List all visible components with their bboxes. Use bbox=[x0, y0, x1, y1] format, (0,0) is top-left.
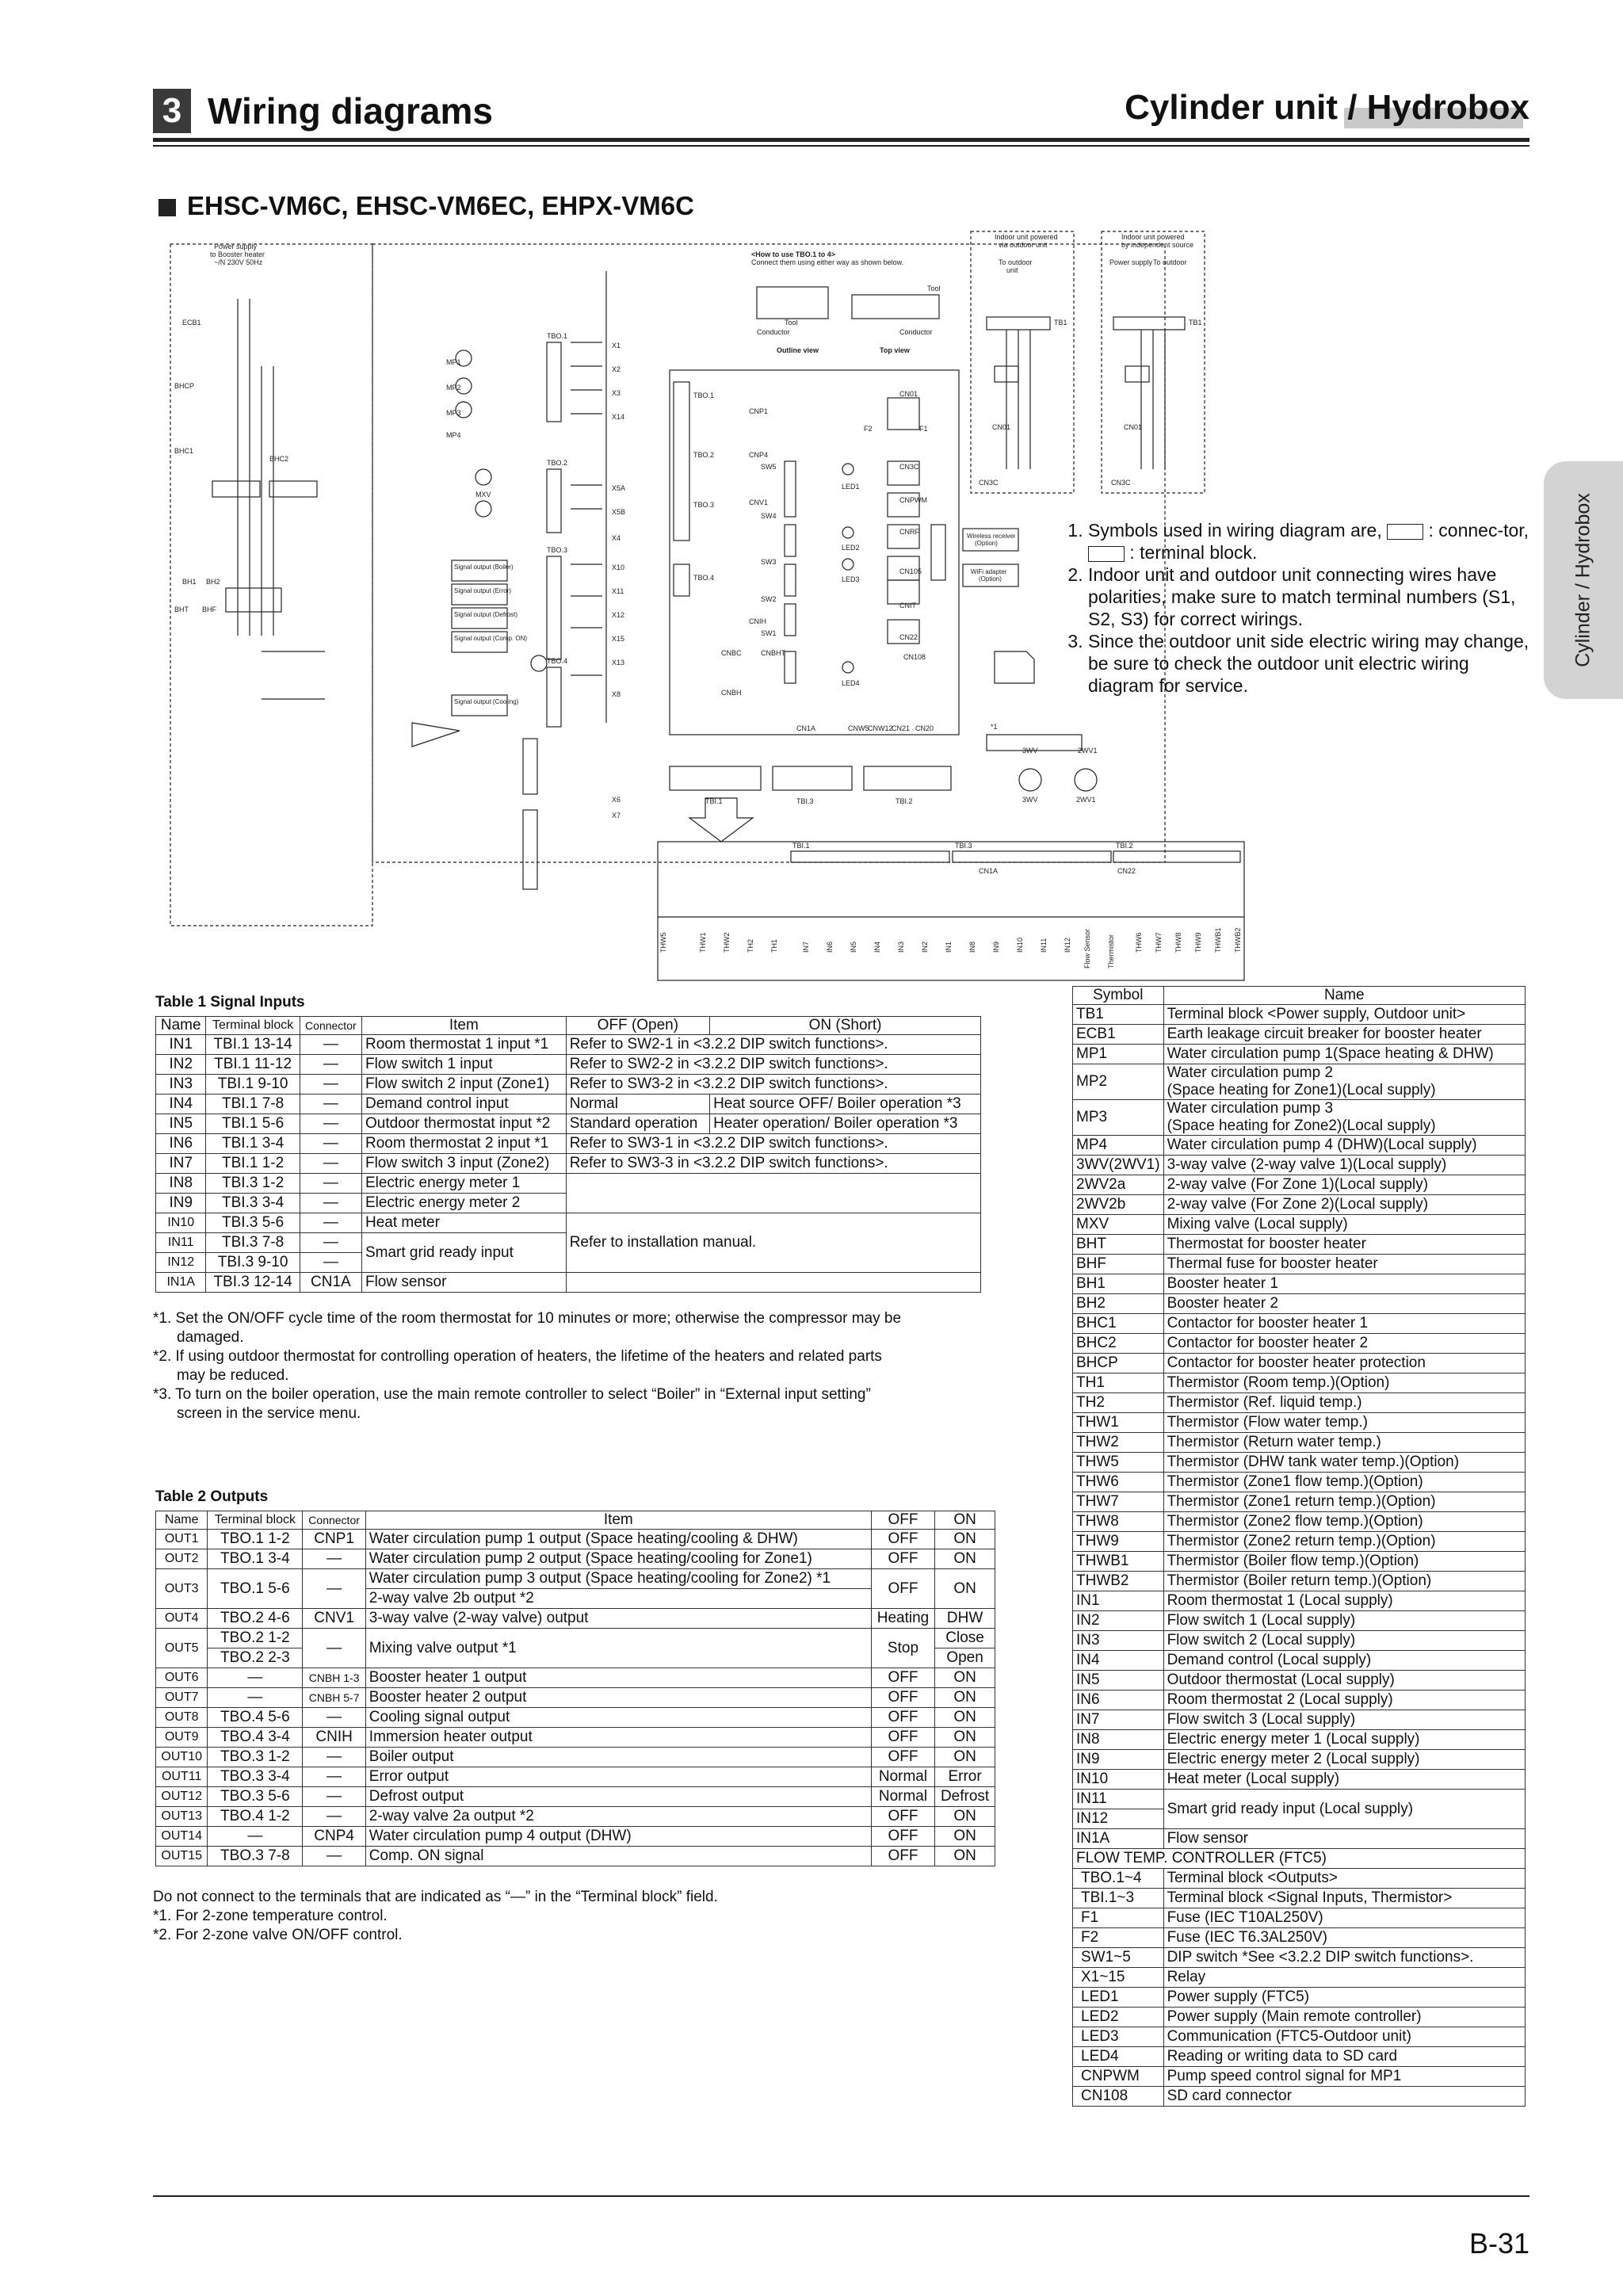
table-row: IN8 TBI.3 1-2 — Electric energy meter 1 bbox=[156, 1174, 981, 1194]
table-row: TB1 Terminal block <Power supply, Outdoor unit> bbox=[1073, 1005, 1526, 1025]
svg-text:LED2: LED2 bbox=[842, 544, 860, 552]
svg-text:CNV1: CNV1 bbox=[749, 499, 769, 506]
svg-text:TBO.1: TBO.1 bbox=[693, 392, 715, 399]
table-row: BHC1 Contactor for booster heater 1 bbox=[1073, 1314, 1526, 1334]
svg-text:BHC2: BHC2 bbox=[269, 455, 289, 463]
table-row: IN2 TBI.1 11-12 — Flow switch 1 input Refer to SW2-2 in <3.2.2 DIP switch functions>. bbox=[156, 1055, 981, 1075]
svg-text:THWB1: THWB1 bbox=[1214, 927, 1222, 953]
table-row: IN3 TBI.1 9-10 — Flow switch 2 input (Zone1) Refer to SW3-2 in <3.2.2 DIP switch functions>. bbox=[156, 1075, 981, 1095]
svg-text:TBO.3: TBO.3 bbox=[693, 501, 715, 509]
svg-text:<How to use TBO.1 to 4>: <How to use TBO.1 to 4> bbox=[751, 250, 836, 258]
header-rule bbox=[153, 138, 1529, 142]
table-row: TBO.2 2-3 Open bbox=[156, 1648, 995, 1668]
table-row: OUT1 TBO.1 1-2 CNP1 Water circulation pump 1 output (Space heating/cooling & DHW) OFF ON bbox=[156, 1530, 995, 1549]
table-row: LED1 Power supply (FTC5) bbox=[1073, 1988, 1526, 2008]
svg-text:TB1: TB1 bbox=[1054, 319, 1067, 327]
table-row: LED4 Reading or writing data to SD card bbox=[1073, 2047, 1526, 2067]
svg-text:TB1: TB1 bbox=[1189, 319, 1202, 327]
table-row: IN5 TBI.1 5-6 — Outdoor thermostat input *2 Standard operation Heater operation/ Boiler operation *3 bbox=[156, 1114, 981, 1134]
table-row: OUT5 TBO.2 1-2 — Mixing valve output *1 Stop Close bbox=[156, 1629, 995, 1648]
svg-text:CN20: CN20 bbox=[915, 724, 934, 732]
svg-text:THW2: THW2 bbox=[723, 932, 731, 953]
table-row: LED3 Communication (FTC5-Outdoor unit) bbox=[1073, 2027, 1526, 2047]
chapter-title: Wiring diagrams bbox=[208, 90, 493, 132]
ftc-header-row: FLOW TEMP. CONTROLLER (FTC5) bbox=[1073, 1849, 1526, 1869]
svg-text:THW8: THW8 bbox=[1174, 932, 1182, 953]
table-row: THW5 Thermistor (DHW tank water temp.)(Option) bbox=[1073, 1453, 1526, 1473]
table-row: ECB1 Earth leakage circuit breaker for booster heater bbox=[1073, 1025, 1526, 1045]
svg-text:X10: X10 bbox=[612, 563, 625, 571]
table-row: MP4 Water circulation pump 4 (DHW)(Local supply) bbox=[1073, 1136, 1526, 1156]
svg-text:unit: unit bbox=[1006, 266, 1018, 274]
svg-text:THW7: THW7 bbox=[1155, 932, 1163, 953]
side-tab-label: Cylinder / Hydrobox bbox=[1571, 493, 1594, 667]
table-row: F2 Fuse (IEC T6.3AL250V) bbox=[1073, 1928, 1526, 1948]
svg-text:X7: X7 bbox=[612, 812, 621, 819]
table-row: IN12 bbox=[1073, 1809, 1526, 1829]
table-row: OUT9 TBO.4 3-4 CNIH Immersion heater output OFF ON bbox=[156, 1728, 995, 1748]
table-row: IN4 TBI.1 7-8 — Demand control input Normal Heat source OFF/ Boiler operation *3 bbox=[156, 1095, 981, 1114]
table-row: TH1 Thermistor (Room temp.)(Option) bbox=[1073, 1373, 1526, 1393]
svg-text:*1: *1 bbox=[991, 723, 998, 731]
svg-text:CN21: CN21 bbox=[892, 724, 911, 732]
svg-text:CNP1: CNP1 bbox=[749, 407, 769, 415]
table-row: IN8 Electric energy meter 1 (Local supply) bbox=[1073, 1730, 1526, 1750]
table-row: THW8 Thermistor (Zone2 flow temp.)(Option) bbox=[1073, 1512, 1526, 1532]
svg-text:Thermistor: Thermistor bbox=[1107, 934, 1115, 968]
table-row: X1~15 Relay bbox=[1073, 1968, 1526, 1988]
table-row: IN11 Smart grid ready input (Local supply) bbox=[1073, 1790, 1526, 1809]
svg-text:(Option): (Option) bbox=[979, 575, 1002, 583]
svg-text:TBI.2: TBI.2 bbox=[896, 797, 913, 805]
svg-text:Signal output (Cooling): Signal output (Cooling) bbox=[454, 698, 519, 705]
svg-text:F1: F1 bbox=[919, 425, 928, 433]
table-row: IN1A Flow sensor bbox=[1073, 1829, 1526, 1849]
table-row: MP3 Water circulation pump 3 (Space heating for Zone2)(Local supply) bbox=[1073, 1100, 1526, 1136]
svg-text:CNIT: CNIT bbox=[899, 602, 916, 609]
svg-text:BHF: BHF bbox=[202, 606, 216, 613]
svg-text:BH2: BH2 bbox=[206, 578, 220, 586]
svg-text:MP3: MP3 bbox=[446, 409, 461, 417]
svg-text:MP2: MP2 bbox=[446, 384, 461, 392]
svg-text:CNW5: CNW5 bbox=[848, 724, 869, 732]
note-2: 2. Indoor unit and outdoor unit connecting wires have polarities, make sure to match terminal numbers (S1, S2, S3) for correct wirings. bbox=[1088, 563, 1533, 630]
svg-text:CN108: CN108 bbox=[903, 653, 926, 661]
svg-text:X12: X12 bbox=[612, 611, 625, 619]
table-row: IN10 TBI.3 5-6 — Heat meter Refer to installation manual. bbox=[156, 1213, 981, 1233]
table2-footnotes: Do not connect to the terminals that are indicated as “—” in the “Terminal block” field. *1. For 2-zone temperature control. *2. For 2-zone valve ON/OFF control. bbox=[153, 1889, 718, 1943]
svg-text:TBO.1: TBO.1 bbox=[547, 332, 568, 340]
svg-text:Flow Sensor: Flow Sensor bbox=[1083, 928, 1091, 968]
header-rule-thin bbox=[153, 145, 1529, 147]
table-row: 2WV2a 2-way valve (For Zone 1)(Local supply) bbox=[1073, 1175, 1526, 1195]
svg-text:SW1: SW1 bbox=[761, 629, 777, 637]
table-row: THWB1 Thermistor (Boiler flow temp.)(Option) bbox=[1073, 1552, 1526, 1572]
signal-inputs-table: Name Terminal block Connector Item OFF (Open) ON (Short) IN1 TBI.1 13-14 — Room thermostat 1 input *1 Refer to SW2-1 in <3.2.2 DIP switch functions>. IN2 TBI.1 11-12 — Flow switch 1 input Refer to SW2-2 in <3.2.2 DIP switch functions>. IN3 TBI.1 9-10 — Flow switch 2 input (Zone1) Refer to SW3-2 in <3.2.2 DIP switch functions>. IN4 TBI.1 7-8 — Demand control input Normal Heat source OFF/ Boiler operation *3 IN5 TBI.1 5-6 — Outdoor thermostat input *2 Standard operation Heater operation/ Boiler operation *3 IN6 TBI.1 3-4 — Room thermostat 2 input *1 Refer to SW3-1 in <3.2.2 DIP switch functions>. IN7 TBI.1 1-2 — Flow switch 3 input (Zone2) Refer to SW3-3 in <3.2.2 DIP switch functions>. IN8 TBI.3 1-2 — Electric energy meter 1 IN9 TBI.3 3-4 — Electric energy meter 2 IN10 TBI.3 5-6 — Heat meter Refer to installation manual. IN11 TBI.3 7-8 — Smart grid ready input IN12 TBI.3 9-10 — IN1A TBI.3 12-14 CN1A Flow sensor bbox=[155, 1016, 981, 1293]
table-row: 2-way valve 2b output *2 bbox=[156, 1589, 995, 1609]
table-row: OUT3 TBO.1 5-6 — Water circulation pump 3 output (Space heating/cooling for Zone2) *1 OFF ON bbox=[156, 1569, 995, 1589]
table-row: BHF Thermal fuse for booster heater bbox=[1073, 1255, 1526, 1274]
side-tab[interactable] bbox=[1544, 461, 1623, 699]
svg-text:3WV: 3WV bbox=[1022, 796, 1038, 804]
svg-text:BHC1: BHC1 bbox=[174, 447, 194, 455]
svg-text:F2: F2 bbox=[864, 425, 873, 433]
svg-text:THW6: THW6 bbox=[1135, 932, 1143, 953]
outputs-table: Name Terminal block Connector Item OFF ON OUT1 TBO.1 1-2 CNP1 Water circulation pump 1 output (Space heating/cooling & DHW) OFF ON OUT2 TBO.1 3-4 — Water circulation pump 2 output (Space heating/cooling for Zone1) OFF ON OUT3 TBO.1 5-6 — Water circulation pump 3 output (Space heating/cooling for Zone2) *1 OFF ON 2-way valve 2b output *2 OUT4 TBO.2 4-6 CNV1 3-way valve (2-way valve) output Heating DHW OUT5 TBO.2 1-2 — Mixing valve output *1 Stop Close TBO.2 2-3 Open OUT6 — CNBH 1-3 Booster heater 1 output OFF ON OUT7 — CNBH 5-7 Booster heater 2 output OFF ON OUT8 TBO.4 5-6 — Cooling signal output OFF ON OUT9 TBO.4 3-4 CNIH Immersion heater output OFF ON OUT10 TBO.3 1-2 — Boiler output OFF ON OUT11 TBO.3 3-4 — Error output Normal Error OUT12 TBO.3 5-6 — Defrost output Normal Defrost OUT13 TBO.4 1-2 — 2-way valve 2a output *2 OFF ON OUT14 — CNP4 Water circulation pump 4 output (DHW) OFF ON OUT15 TBO.3 7-8 — Comp. ON signal OFF ON bbox=[155, 1511, 995, 1866]
svg-text:SW4: SW4 bbox=[761, 512, 777, 520]
table-row: TBI.1~3 Terminal block <Signal Inputs, Thermistor> bbox=[1073, 1889, 1526, 1908]
svg-text:IN11: IN11 bbox=[1040, 938, 1048, 953]
table1-caption: Table 1 Signal Inputs bbox=[155, 994, 305, 1010]
svg-text:SW3: SW3 bbox=[761, 558, 777, 566]
svg-text:To outdoor: To outdoor bbox=[999, 258, 1033, 266]
table-row: 3WV(2WV1) 3-way valve (2-way valve 1)(Local supply) bbox=[1073, 1156, 1526, 1175]
svg-text:Power supply: Power supply bbox=[214, 243, 258, 250]
svg-text:X5A: X5A bbox=[612, 484, 626, 492]
svg-text:IN6: IN6 bbox=[826, 941, 834, 953]
table-row: OUT12 TBO.3 5-6 — Defrost output Normal Defrost bbox=[156, 1787, 995, 1807]
svg-text:(Option): (Option) bbox=[975, 540, 998, 547]
table-row: BHCP Contactor for booster heater protection bbox=[1073, 1354, 1526, 1373]
table2-caption: Table 2 Outputs bbox=[155, 1488, 269, 1505]
svg-text:MP1: MP1 bbox=[446, 358, 461, 366]
svg-text:CN1A: CN1A bbox=[979, 867, 999, 875]
svg-text:X8: X8 bbox=[612, 690, 621, 698]
table-row: BHC2 Contactor for booster heater 2 bbox=[1073, 1334, 1526, 1354]
symbol-table: Symbol Name TB1 Terminal block <Power supply, Outdoor unit> ECB1 Earth leakage circuit breaker for booster heater MP1 Water circulation pump 1(Space heating & DHW) MP2 Water circulation pump 2 (Space heating for Zone1)(Local supply) MP3 Water circulation pump 3 (Space heating for Zone2)(Local supply) MP4 Water circulation pump 4 (DHW)(Local supply) 3WV(2WV1) 3-way valve (2-way valve 1)(Local supply) 2WV2a 2-way valve (For Zone 1)(Local supply) 2WV2b 2-way valve (For Zone 2)(Local supply) MXV Mixing valve (Local supply) BHT Thermostat for booster heater BHF Thermal fuse for booster heater BH1 Booster heater 1 BH2 Booster heater 2 BHC1 Contactor for booster heater 1 BHC2 Contactor for booster heater 2 BHCP Contactor for booster heater protection TH1 Thermistor (Room temp.)(Option) TH2 Thermistor (Ref. liquid temp.) THW1 Thermistor (Flow water temp.) THW2 Thermistor (Return water temp.) THW5 Thermistor (DHW tank water temp.)(Option) THW6 Thermistor (Zone1 flow temp.)(Option) THW7 Thermistor (Zone1 return temp.)(Option) THW8 Thermistor (Zone2 flow temp.)(Option) THW9 Thermistor (Zone2 return temp.)(Option) THWB1 Thermistor (Boiler flow temp.)(Option) THWB2 Thermistor (Boiler return temp.)(Option) IN1 Room thermostat 1 (Local supply) IN2 Flow switch 1 (Local supply) IN3 Flow switch 2 (Local supply) IN4 Demand control (Local supply) IN5 Outdoor thermostat (Local supply) IN6 Room thermostat 2 (Local supply) IN7 Flow switch 3 (Local supply) IN8 Electric energy meter 1 (Local supply) IN9 Electric energy meter 2 (Local supply) IN10 Heat meter (Local supply) IN11 Smart grid ready input (Local supply) IN12 IN1A Flow sensor FLOW TEMP. CONTROLLER (FTC5) TBO.1~4 Terminal block <Outputs> TBI.1~3 Terminal block <Signal Inputs, Thermistor> F1 Fuse (IEC T10AL250V) F2 Fuse (IEC T6.3AL250V) SW1~5 DIP switch *See <3.2.2 DIP switch functions>. X1~15 Relay LED1 Power supply (FTC5) LED2 Power supply (Main remote controller) LED3 Communication (FTC5-Outdoor unit) LED4 Reading or writing data to SD card CNPWM Pump speed control signal for MP1 CN108 SD card connector bbox=[1072, 986, 1526, 2107]
table-row: OUT2 TBO.1 3-4 — Water circulation pump 2 output (Space heating/cooling for Zone1) OFF ON bbox=[156, 1549, 995, 1569]
svg-text:CN3C: CN3C bbox=[979, 479, 999, 487]
table-row: TH2 Thermistor (Ref. liquid temp.) bbox=[1073, 1393, 1526, 1413]
svg-text:CNPWM: CNPWM bbox=[899, 496, 927, 504]
table-row: OUT6 — CNBH 1-3 Booster heater 1 output OFF ON bbox=[156, 1668, 995, 1688]
table-row: THW7 Thermistor (Zone1 return temp.)(Option) bbox=[1073, 1492, 1526, 1512]
svg-text:BHCP: BHCP bbox=[174, 382, 195, 390]
svg-text:to Booster heater: to Booster heater bbox=[210, 250, 265, 258]
svg-text:BH1: BH1 bbox=[182, 578, 197, 586]
svg-text:TBO.4: TBO.4 bbox=[693, 574, 715, 582]
table-row: IN11 TBI.3 7-8 — Smart grid ready input bbox=[156, 1233, 981, 1253]
svg-text:Signal output (Defrost): Signal output (Defrost) bbox=[454, 611, 518, 618]
svg-text:CN105: CN105 bbox=[899, 567, 922, 575]
svg-text:IN12: IN12 bbox=[1064, 937, 1071, 953]
table-row: IN1 TBI.1 13-14 — Room thermostat 1 input *1 Refer to SW2-1 in <3.2.2 DIP switch functions>. bbox=[156, 1035, 981, 1055]
svg-text:CN01: CN01 bbox=[1124, 423, 1143, 431]
table-row: IN12 TBI.3 9-10 — bbox=[156, 1253, 981, 1273]
svg-text:TBO.4: TBO.4 bbox=[547, 657, 568, 665]
svg-text:X2: X2 bbox=[612, 365, 621, 373]
svg-text:X11: X11 bbox=[612, 587, 624, 595]
svg-text:X13: X13 bbox=[612, 659, 625, 667]
svg-text:MP4: MP4 bbox=[446, 431, 461, 439]
table-row: THW6 Thermistor (Zone1 flow temp.)(Option) bbox=[1073, 1473, 1526, 1492]
svg-text:THW9: THW9 bbox=[1194, 932, 1202, 953]
svg-text:IN7: IN7 bbox=[802, 941, 810, 953]
svg-text:X6: X6 bbox=[612, 796, 621, 804]
svg-text:TBI.2: TBI.2 bbox=[1116, 842, 1133, 850]
table-row: CN108 SD card connector bbox=[1073, 2087, 1526, 2107]
table-row: BH1 Booster heater 1 bbox=[1073, 1274, 1526, 1294]
svg-text:Conductor: Conductor bbox=[899, 328, 933, 336]
svg-text:CN3C: CN3C bbox=[1111, 479, 1131, 487]
svg-text:SW2: SW2 bbox=[761, 595, 777, 603]
svg-text:CNIH: CNIH bbox=[749, 617, 766, 625]
table-row: IN6 Room thermostat 2 (Local supply) bbox=[1073, 1690, 1526, 1710]
svg-text:THW5: THW5 bbox=[659, 932, 667, 953]
svg-text:via outdoor unit: via outdoor unit bbox=[999, 241, 1048, 249]
svg-text:~/N 230V 50Hz: ~/N 230V 50Hz bbox=[214, 258, 263, 266]
table-row: IN1 Room thermostat 1 (Local supply) bbox=[1073, 1591, 1526, 1611]
svg-text:TBO.2: TBO.2 bbox=[547, 459, 568, 467]
svg-text:IN10: IN10 bbox=[1016, 937, 1024, 953]
svg-text:TBI.3: TBI.3 bbox=[955, 842, 972, 850]
svg-text:IN2: IN2 bbox=[921, 941, 929, 953]
svg-text:Wireless receiver: Wireless receiver bbox=[967, 533, 1016, 540]
table-row: THW2 Thermistor (Return water temp.) bbox=[1073, 1433, 1526, 1453]
svg-text:2WV1: 2WV1 bbox=[1078, 747, 1098, 755]
svg-text:X15: X15 bbox=[612, 635, 625, 643]
svg-text:Power supply: Power supply bbox=[1109, 258, 1153, 266]
table-row: IN9 Electric energy meter 2 (Local supply) bbox=[1073, 1750, 1526, 1770]
svg-text:THWB2: THWB2 bbox=[1234, 927, 1242, 953]
svg-text:X3: X3 bbox=[612, 389, 621, 397]
svg-text:CN01: CN01 bbox=[899, 390, 918, 398]
svg-text:CNP4: CNP4 bbox=[749, 451, 769, 459]
table-row: OUT11 TBO.3 3-4 — Error output Normal Error bbox=[156, 1767, 995, 1787]
table-row: IN10 Heat meter (Local supply) bbox=[1073, 1770, 1526, 1790]
table-row: MP1 Water circulation pump 1(Space heating & DHW) bbox=[1073, 1045, 1526, 1064]
chapter-number: 3 bbox=[153, 89, 191, 133]
table-row: MXV Mixing valve (Local supply) bbox=[1073, 1215, 1526, 1235]
table-row: IN3 Flow switch 2 (Local supply) bbox=[1073, 1631, 1526, 1651]
svg-text:CNBH: CNBH bbox=[721, 689, 742, 697]
table-row: IN4 Demand control (Local supply) bbox=[1073, 1651, 1526, 1671]
table-row: IN5 Outdoor thermostat (Local supply) bbox=[1073, 1671, 1526, 1690]
svg-text:Top view: Top view bbox=[880, 346, 910, 354]
svg-text:CN1A: CN1A bbox=[796, 724, 816, 732]
svg-text:IN3: IN3 bbox=[897, 941, 905, 953]
terminal-block-symbol-icon bbox=[1088, 546, 1125, 562]
svg-text:IN4: IN4 bbox=[873, 941, 881, 953]
note-1: 1. Symbols used in wiring diagram are, : connec-tor, : terminal block. bbox=[1088, 519, 1533, 563]
svg-text:CNW12: CNW12 bbox=[868, 724, 893, 732]
svg-text:X14: X14 bbox=[612, 413, 625, 421]
svg-text:SW5: SW5 bbox=[761, 463, 777, 471]
svg-text:CN22: CN22 bbox=[1117, 867, 1136, 875]
svg-text:CNRF: CNRF bbox=[899, 528, 919, 536]
svg-text:TBI.3: TBI.3 bbox=[796, 797, 814, 805]
page-number: B-31 bbox=[1468, 2227, 1529, 2260]
table-row: 2WV2b 2-way valve (For Zone 2)(Local supply) bbox=[1073, 1195, 1526, 1215]
svg-text:X4: X4 bbox=[612, 534, 621, 542]
svg-text:Signal output (Boiler): Signal output (Boiler) bbox=[454, 563, 514, 571]
table1-footnotes: *1. Set the ON/OFF cycle time of the room thermostat for 10 minutes or more; otherwise the compressor may be damaged. *2. If using outdoor thermostat for controlling operation of heaters, the lifetime of the heaters and related parts may be reduced. *3. To turn on the boiler operation, use the main remote controller to select “Boiler” in “External input setting” screen in the service menu. bbox=[153, 1310, 902, 1422]
table-row: LED2 Power supply (Main remote controller) bbox=[1073, 2008, 1526, 2027]
table-row: THW1 Thermistor (Flow water temp.) bbox=[1073, 1413, 1526, 1433]
table-row: OUT8 TBO.4 5-6 — Cooling signal output OFF ON bbox=[156, 1708, 995, 1728]
svg-text:Indoor unit powered: Indoor unit powered bbox=[995, 233, 1058, 241]
svg-text:Connect them using either way: Connect them using either way as shown below. bbox=[751, 258, 904, 266]
table-row: OUT15 TBO.3 7-8 — Comp. ON signal OFF ON bbox=[156, 1847, 995, 1866]
table-row: OUT4 TBO.2 4-6 CNV1 3-way valve (2-way valve) output Heating DHW bbox=[156, 1609, 995, 1629]
table-row: IN7 TBI.1 1-2 — Flow switch 3 input (Zone2) Refer to SW3-3 in <3.2.2 DIP switch functions>. bbox=[156, 1154, 981, 1174]
table-row: MP2 Water circulation pump 2 (Space heating for Zone1)(Local supply) bbox=[1073, 1064, 1526, 1100]
svg-text:TBO.3: TBO.3 bbox=[547, 546, 568, 554]
svg-text:Signal output (Comp. ON): Signal output (Comp. ON) bbox=[454, 635, 528, 642]
note-3: 3. Since the outdoor unit side electric wiring may change, be sure to check the outdoor unit electric wiring diagram for service. bbox=[1088, 630, 1533, 697]
table-row: CNPWM Pump speed control signal for MP1 bbox=[1073, 2067, 1526, 2087]
svg-text:LED1: LED1 bbox=[842, 483, 860, 491]
svg-text:Signal output (Error): Signal output (Error) bbox=[454, 587, 512, 594]
table-row: F1 Fuse (IEC T10AL250V) bbox=[1073, 1908, 1526, 1928]
footer-rule bbox=[153, 2195, 1529, 2197]
svg-text:Indoor unit powered: Indoor unit powered bbox=[1121, 233, 1185, 241]
svg-text:IN1: IN1 bbox=[945, 941, 953, 953]
svg-text:X5B: X5B bbox=[612, 508, 626, 516]
svg-text:by independent source: by independent source bbox=[1121, 241, 1194, 249]
table-row: IN7 Flow switch 3 (Local supply) bbox=[1073, 1710, 1526, 1730]
table-row: BH2 Booster heater 2 bbox=[1073, 1294, 1526, 1314]
svg-text:2WV1: 2WV1 bbox=[1076, 796, 1096, 804]
svg-text:Tool: Tool bbox=[927, 285, 941, 292]
svg-text:Outline view: Outline view bbox=[777, 346, 819, 354]
svg-text:CNBHT: CNBHT bbox=[761, 649, 785, 657]
svg-text:TH1: TH1 bbox=[770, 938, 778, 953]
svg-text:TBO.2: TBO.2 bbox=[693, 451, 715, 459]
table-row: BHT Thermostat for booster heater bbox=[1073, 1235, 1526, 1255]
unit-title: Cylinder unit / Hydrobox bbox=[1125, 88, 1529, 127]
svg-text:IN5: IN5 bbox=[850, 941, 857, 953]
svg-text:TBI.1: TBI.1 bbox=[792, 842, 810, 850]
svg-text:IN8: IN8 bbox=[968, 941, 976, 953]
table-row: OUT10 TBO.3 1-2 — Boiler output OFF ON bbox=[156, 1748, 995, 1767]
svg-text:THW1: THW1 bbox=[699, 932, 707, 953]
table-row: OUT7 — CNBH 5-7 Booster heater 2 output OFF ON bbox=[156, 1688, 995, 1708]
svg-text:CN01: CN01 bbox=[992, 423, 1011, 431]
section-title: EHSC-VM6C, EHSC-VM6EC, EHPX-VM6C bbox=[187, 191, 694, 220]
svg-text:TBI.1: TBI.1 bbox=[705, 797, 723, 805]
table-row: IN1A TBI.3 12-14 CN1A Flow sensor bbox=[156, 1273, 981, 1293]
svg-text:TH2: TH2 bbox=[747, 938, 754, 953]
svg-text:WiFi adapter: WiFi adapter bbox=[971, 568, 1007, 575]
connector-symbol-icon bbox=[1387, 524, 1423, 540]
svg-text:Conductor: Conductor bbox=[757, 328, 790, 336]
table-row: IN2 Flow switch 1 (Local supply) bbox=[1073, 1611, 1526, 1631]
table-row: OUT13 TBO.4 1-2 — 2-way valve 2a output *2 OFF ON bbox=[156, 1807, 995, 1827]
svg-text:3WV: 3WV bbox=[1022, 747, 1038, 755]
table-row: TBO.1~4 Terminal block <Outputs> bbox=[1073, 1869, 1526, 1889]
svg-text:IN9: IN9 bbox=[992, 941, 1000, 953]
svg-text:CN22: CN22 bbox=[899, 633, 918, 641]
svg-text:CNBC: CNBC bbox=[721, 649, 742, 657]
svg-text:Tool: Tool bbox=[785, 319, 798, 327]
table-row: THWB2 Thermistor (Boiler return temp.)(Option) bbox=[1073, 1572, 1526, 1591]
svg-text:X1: X1 bbox=[612, 342, 621, 350]
svg-text:MXV: MXV bbox=[475, 491, 491, 499]
table-row: IN6 TBI.1 3-4 — Room thermostat 2 input *1 Refer to SW3-1 in <3.2.2 DIP switch functions>. bbox=[156, 1134, 981, 1154]
svg-text:To outdoor: To outdoor bbox=[1153, 258, 1187, 266]
svg-text:LED4: LED4 bbox=[842, 679, 860, 687]
table-row: IN9 TBI.3 3-4 — Electric energy meter 2 bbox=[156, 1194, 981, 1213]
svg-text:ECB1: ECB1 bbox=[182, 319, 201, 327]
svg-text:BHT: BHT bbox=[174, 606, 189, 613]
svg-text:CN3C: CN3C bbox=[899, 463, 919, 471]
table-row: THW9 Thermistor (Zone2 return temp.)(Option) bbox=[1073, 1532, 1526, 1552]
table-row: OUT14 — CNP4 Water circulation pump 4 output (DHW) OFF ON bbox=[156, 1827, 995, 1847]
svg-text:LED3: LED3 bbox=[842, 575, 860, 583]
table-row: SW1~5 DIP switch *See <3.2.2 DIP switch functions>. bbox=[1073, 1948, 1526, 1968]
diagram-notes bbox=[1066, 519, 1533, 697]
